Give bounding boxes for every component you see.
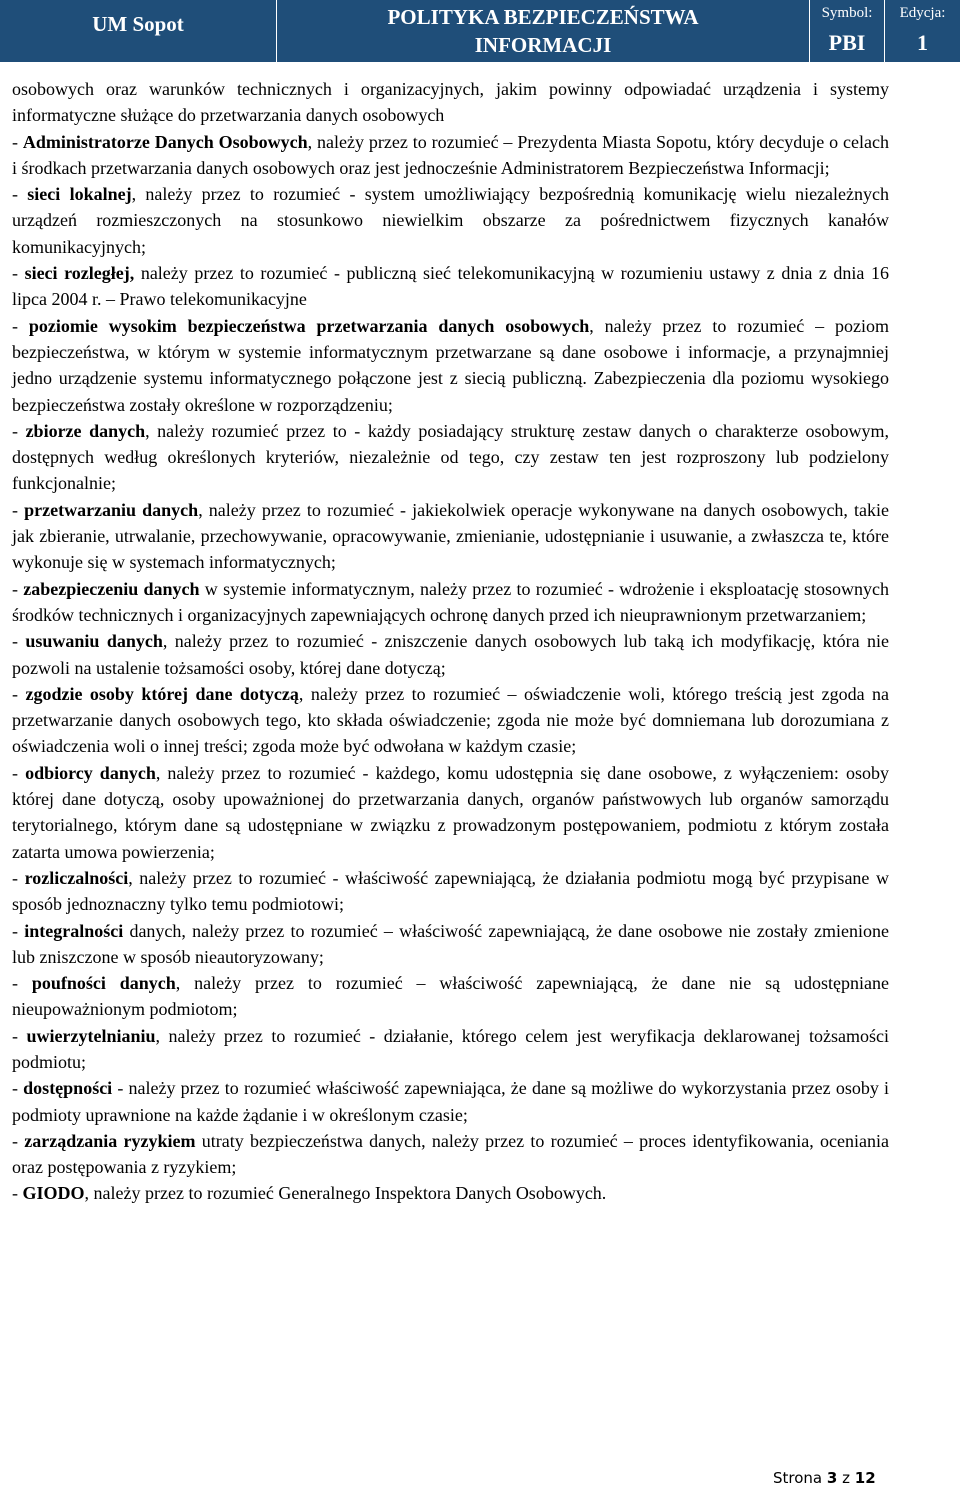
definition-term: dostępności [23,1078,113,1099]
definition-prefix: - [12,1130,25,1151]
definition-term: poufności danych [31,973,176,994]
definition-text: , należy przez to rozumieć - każdego, komu udostępnia się dane osobowe, z wyłączeniem: osoby której dane dotyczą, osoby upoważnionej do przetwarzania danych, organów państwowych lub organów samorządu terytorialnego, którym dane są udostępniane w związku z prowadzonym postępowaniem, podmiotu z którym została zatarta umowa powierzenia; [12,762,889,862]
intro-paragraph: osobowych oraz warunków technicznych i organizacyjnych, jakim powinny odpowiadać urządzenia i systemy informatyczne służące do przetwarzania danych osobowych [12,79,889,126]
definition-prefix: - [12,973,32,994]
definition-prefix: - [12,499,25,520]
edition-label: Edycja: [899,5,946,21]
definition-item [12,129,889,182]
definition-term: integralności [24,920,124,941]
header-company-cell [0,0,277,62]
definition-prefix: - [12,315,29,336]
definition-term: zarządzania ryzykiem [24,1130,196,1151]
definition-item [12,1023,889,1076]
definition-item [12,497,889,576]
definition-item [12,1128,889,1181]
header-symbol-cell [810,0,885,62]
definition-term: zbiorze danych [25,420,146,441]
definition-prefix: - [12,1078,24,1099]
definition-text: , należy przez to rozumieć Generalnego Inspektora Danych Osobowych. [84,1183,607,1204]
definition-prefix: - [12,867,25,888]
definition-term: sieci lokalnej [27,184,132,205]
definition-term: przetwarzaniu danych [24,499,199,520]
definition-prefix: - [12,184,28,205]
definition-prefix: - [12,578,24,599]
page-footer [773,1469,876,1487]
definition-text: , należy przez to rozumieć – właściwość zapewniającą, że dane nie są udostępniane nieupoważnionym podmiotom; [12,973,889,1020]
definition-item [12,418,889,497]
definition-term: zabezpieczeniu danych [23,578,200,599]
definition-text: utraty bezpieczeństwa danych, należy przez to rozumieć – proces identyfikowania, oceniania oraz postępowania z ryzykiem; [12,1130,890,1178]
header-title-cell [277,0,810,62]
company-name: UM Sopot [92,11,184,36]
symbol-value: PBI [828,30,866,55]
page-current: 3 [826,1469,838,1487]
definition-term: zgodzie osoby której dane dotyczą [25,683,299,704]
definition-item [12,576,889,629]
definition-text: w systemie informatycznym, należy przez to rozumieć - wdrożenie i eksploatację stosownych środków technicznych i organizacyjnych zapewniających ochronę danych przed ich nieuprawnionym przetwarzaniem; [12,578,889,625]
symbol-label: Symbol: [821,5,873,21]
definition-prefix: - [12,683,26,704]
definition-text: , należy przez to rozumieć - działanie, którego celem jest weryfikacja deklarowanej tożsamości podmiotu; [12,1025,889,1072]
definition-text: należy przez to rozumieć - publiczną sieć telekomunikacyjną w rozumieniu ustawy z dnia z dnia 16 lipca 2004 r. – Prawo telekomunikacyjne [12,263,889,310]
definition-prefix: - [12,762,26,783]
definition-item [12,260,889,313]
definition-term: uwierzytelnianiu [26,1025,156,1046]
document-title-line-1: POLITYKA BEZPIECZEŃSTWA [387,5,699,29]
definition-text: , należy przez to rozumieć - zniszczenie danych osobowych lub taką ich modyfikację, która nie pozwoli na ustalenie tożsamości osoby, której dane dotyczą; [12,631,890,678]
definition-text: - należy przez to rozumieć właściwość zapewniająca, że dane są możliwe do wykorzystania przez osoby i podmioty uprawnione na każde żądanie i w określonym czasie; [12,1078,889,1125]
definition-text: danych, należy przez to rozumieć – właściwość zapewniającą, że dane osobowe nie zostały zmienione lub zniszczone w sposób nieautoryzowany; [12,920,889,967]
definition-term: usuwaniu danych [25,631,163,652]
page-of: z [842,1469,850,1487]
definition-prefix: - [12,420,26,441]
document-header [0,0,960,62]
definition-item [12,970,889,1023]
definition-text: , należy przez to rozumieć - jakiekolwiek operacje wykonywane na danych osobowych, takie jak zbieranie, utrwalanie, przechowywanie, opracowywanie, zmienianie, udostępnianie i usuwanie, a zwłaszcza te, które wykonuje się w systemach informatycznych; [12,499,890,573]
definition-prefix: - [12,131,23,152]
definition-prefix: - [12,631,26,652]
definition-text: , należy przez to rozumieć – oświadczenie woli, którego treścią jest zgoda na przetwarzanie danych osobowych tego, kto składa oświadczenie; zgoda nie może być domniemana lub dorozumiana z oświadczenia woli o innej treści; zgoda może być odwołana w każdym czasie; [12,683,890,757]
definition-item [12,681,889,760]
definition-text: , należy przez to rozumieć - właściwość zapewniającą, że działania podmiotu mogą być przypisane w sposób jednoznaczny tylko temu podmiotowi; [12,867,889,915]
definition-term: sieci rozległej, [24,263,135,284]
definition-term: rozliczalności [24,867,129,888]
definition-prefix: - [12,1025,27,1046]
page-total: 12 [854,1469,876,1487]
definition-text: , należy rozumieć przez to - każdy posiadający strukturę zestaw danych o charakterze osobowym, dostępnych według określonych kryteriów, niezależnie od tego, czy zestaw ten jest rozproszony lub podzielony funkcjonalnie; [12,420,889,494]
definition-text: , należy przez to rozumieć – poziom bezpieczeństwa, w którym w systemie informatycznym przetwarzane są dane osobowe i informacje, a przynajmniej jedno urządzenie systemu informatycznego połączone jest z siecią publiczną. Zabezpieczenia dla poziomu wysokiego bezpieczeństwa zostały określone w rozporządzeniu; [12,315,890,415]
definition-prefix: - [12,1183,23,1204]
definition-text: , należy przez to rozumieć – Prezydenta Miasta Sopotu, który decyduje o celach i środkach przetwarzania danych osobowych oraz jest jednocześnie Administratorem Bezpieczeństwa Informacji; [12,131,889,178]
definition-item [12,918,889,971]
definition-term: odbiorcy danych [25,762,156,783]
page-label: Strona [773,1469,823,1487]
definition-item [12,865,889,918]
definition-term: Administratorze Danych Osobowych [22,131,308,152]
definition-item [12,1180,889,1206]
definition-term: poziomie wysokim bezpieczeństwa przetwarzania danych osobowych [28,315,590,336]
document-body [12,76,889,1207]
header-edition-cell [885,0,960,62]
definition-item [12,181,889,260]
definition-item [12,628,889,681]
definition-item [12,760,889,865]
definition-term: GIODO [22,1183,85,1204]
document-title-line-2: INFORMACJI [474,33,612,57]
definition-text: , należy przez to rozumieć - system umożliwiający bezpośrednią komunikację wielu niezależnych urządzeń rozmieszczonych na stosunkowo niewielkim obszarze za pośrednictwem fizycznych kanałów komunikacyjnych; [12,184,890,257]
definitions-list [12,129,889,1207]
edition-value: 1 [917,30,928,55]
definition-item [12,313,889,418]
definition-prefix: - [12,263,25,284]
definition-prefix: - [12,920,25,941]
definition-item [12,1075,889,1128]
